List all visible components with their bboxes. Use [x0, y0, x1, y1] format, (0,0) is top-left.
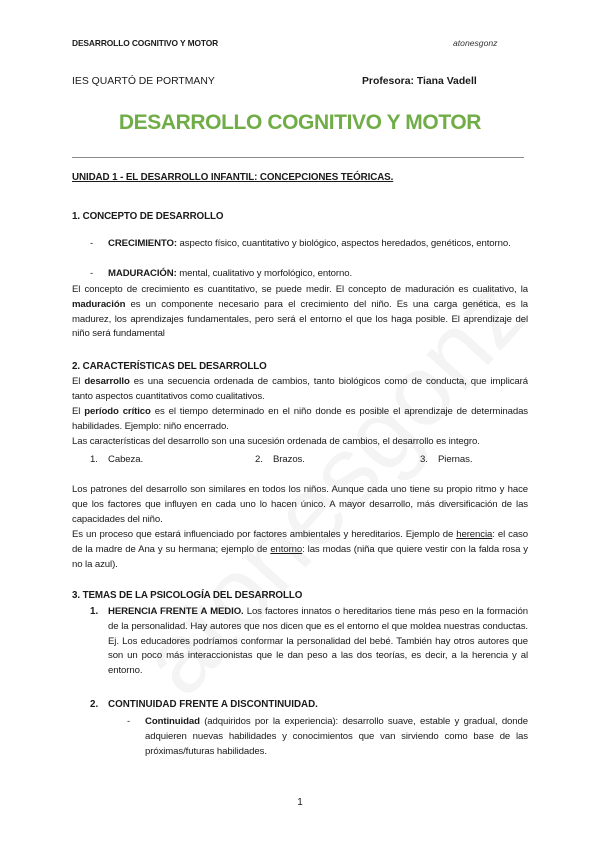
list-number: 3.	[420, 454, 428, 465]
term-continuidad: Continuidad	[145, 716, 200, 727]
running-header-author: atonesgonz	[453, 38, 498, 48]
teacher-name: Profesora: Tiana Vadell	[362, 76, 477, 87]
list-item-piernas: Piernas.	[438, 454, 473, 465]
text-run: : las modas (niña que quiere vestir con la falda rosa y no la azul).	[72, 543, 528, 570]
text-run: es una secuencia ordenada de cambios, tanto biológicos como de conducta, que implicará tanto aspectos cuantitativos como cualitativos.	[72, 376, 528, 402]
bullet-crecimiento-text: aspecto físico, cuantitativo y biológico, aspectos heredados, genéticos, entorno.	[176, 238, 511, 249]
text-run: es un componente necesario para el crecimiento del niño. Es una carga genética, es la madurez, los aprendizajes fundamentales, pero será el entorno el que los haga posible. El aprendizaje del niño será fundamental	[72, 298, 528, 340]
topic-herencia-medio	[108, 605, 528, 679]
list-item-cabeza: Cabeza.	[108, 454, 144, 465]
section-2-heading: 2. CARACTERÍSTICAS DEL DESARROLLO	[72, 361, 267, 372]
text-run: El	[72, 406, 85, 417]
text-run: Es un proceso que estará influenciado por factores ambientales y hereditarios. Ejemplo de	[72, 529, 457, 540]
list-number: 1.	[90, 454, 98, 465]
bullet-marker: -	[90, 268, 94, 279]
topic-title-continuidad: CONTINUIDAD FRENTE A DISCONTINUIDAD.	[108, 699, 318, 710]
document-title: DESARROLLO COGNITIVO Y MOTOR	[118, 111, 482, 134]
sub-bullet-continuidad	[145, 715, 528, 759]
text-run: (adquiridos por la experiencia): desarrollo suave, estable y gradual, donde adquieren nuevas habilidades y conocimientos que van sirviendo como base de las próximas/futuras habilidades.	[145, 716, 528, 757]
term-maduracion: MADURACIÓN:	[108, 268, 177, 279]
list-item-brazos: Brazos.	[273, 454, 305, 465]
list-number: 2.	[255, 454, 263, 465]
paragraph-periodo-critico	[72, 405, 528, 435]
paragraph-proceso	[72, 528, 528, 572]
bullet-crecimiento	[108, 237, 528, 252]
bullet-marker: -	[90, 238, 94, 249]
topic-number: 1.	[90, 606, 99, 617]
term-entorno: entorno	[270, 543, 303, 555]
topic-title-herencia: HERENCIA FRENTE A MEDIO.	[108, 606, 244, 617]
topic-number: 2.	[90, 699, 99, 710]
section-1-heading: 1. CONCEPTO DE DESARROLLO	[72, 211, 224, 222]
paragraph-patrones: Los patrones del desarrollo son similares en todos los niños. Aunque cada uno tiene su propio ritmo y hace que los factores que influyen en cada uno lo hacen único. A mayor desarrollo, más diversificación de las capacidades del niño.	[72, 484, 528, 525]
paragraph-caracteristicas: Las características del desarrollo son una sucesión ordenada de cambios, el desarrollo es integro.	[72, 436, 480, 447]
school-name: IES QUARTÓ DE PORTMANY	[72, 76, 215, 87]
page-number: 1	[297, 797, 303, 808]
topic-text-herencia: Los factores innatos o hereditarios tiene más peso en la formación de la personalidad. Hay autores que nos dicen que es el entorno el que moldea nuestras conductas. Ej. Los educadores podríamos conformar la personalidad del bebé. También hay otros autores que son un poco más interaccionistas que le dan peso a las dos teorías, es decir, a la herencia y al entorno.	[108, 606, 528, 677]
paragraph-desarrollo	[72, 375, 528, 405]
sub-bullet-marker: -	[127, 716, 131, 727]
section-1-paragraph	[72, 283, 528, 342]
term-desarrollo: desarrollo	[84, 376, 130, 387]
title-divider	[72, 157, 524, 158]
text-run: El	[72, 376, 85, 387]
unit-heading: UNIDAD 1 - EL DESARROLLO INFANTIL: CONCEPCIONES TEÓRICAS.	[72, 172, 394, 183]
term-herencia: herencia	[456, 529, 493, 540]
section-3-heading: 3. TEMAS DE LA PSICOLOGÍA DEL DESARROLLO	[72, 590, 303, 601]
term-periodo-critico: período crítico	[84, 406, 151, 417]
text-run: El concepto de crecimiento es cuantitativo, se puede medir. El concepto de maduración es cualitativo, la	[72, 284, 528, 295]
term-crecimiento: CRECIMIENTO:	[108, 238, 177, 249]
term-maduracion-inline: maduración	[72, 298, 126, 310]
text-run: es el tiempo determinado en el niño donde es posible el aprendizaje de determinadas habilidades. Ejemplo: niño encerrado.	[72, 406, 528, 432]
text-run: : el caso de la madre de Ana y su hermana; ejemplo de	[72, 529, 528, 555]
running-header-title: DESARROLLO COGNITIVO Y MOTOR	[72, 38, 219, 48]
bullet-maduracion	[108, 267, 528, 282]
bullet-maduracion-text: mental, cualitativo y morfológico, entorno.	[176, 268, 353, 279]
